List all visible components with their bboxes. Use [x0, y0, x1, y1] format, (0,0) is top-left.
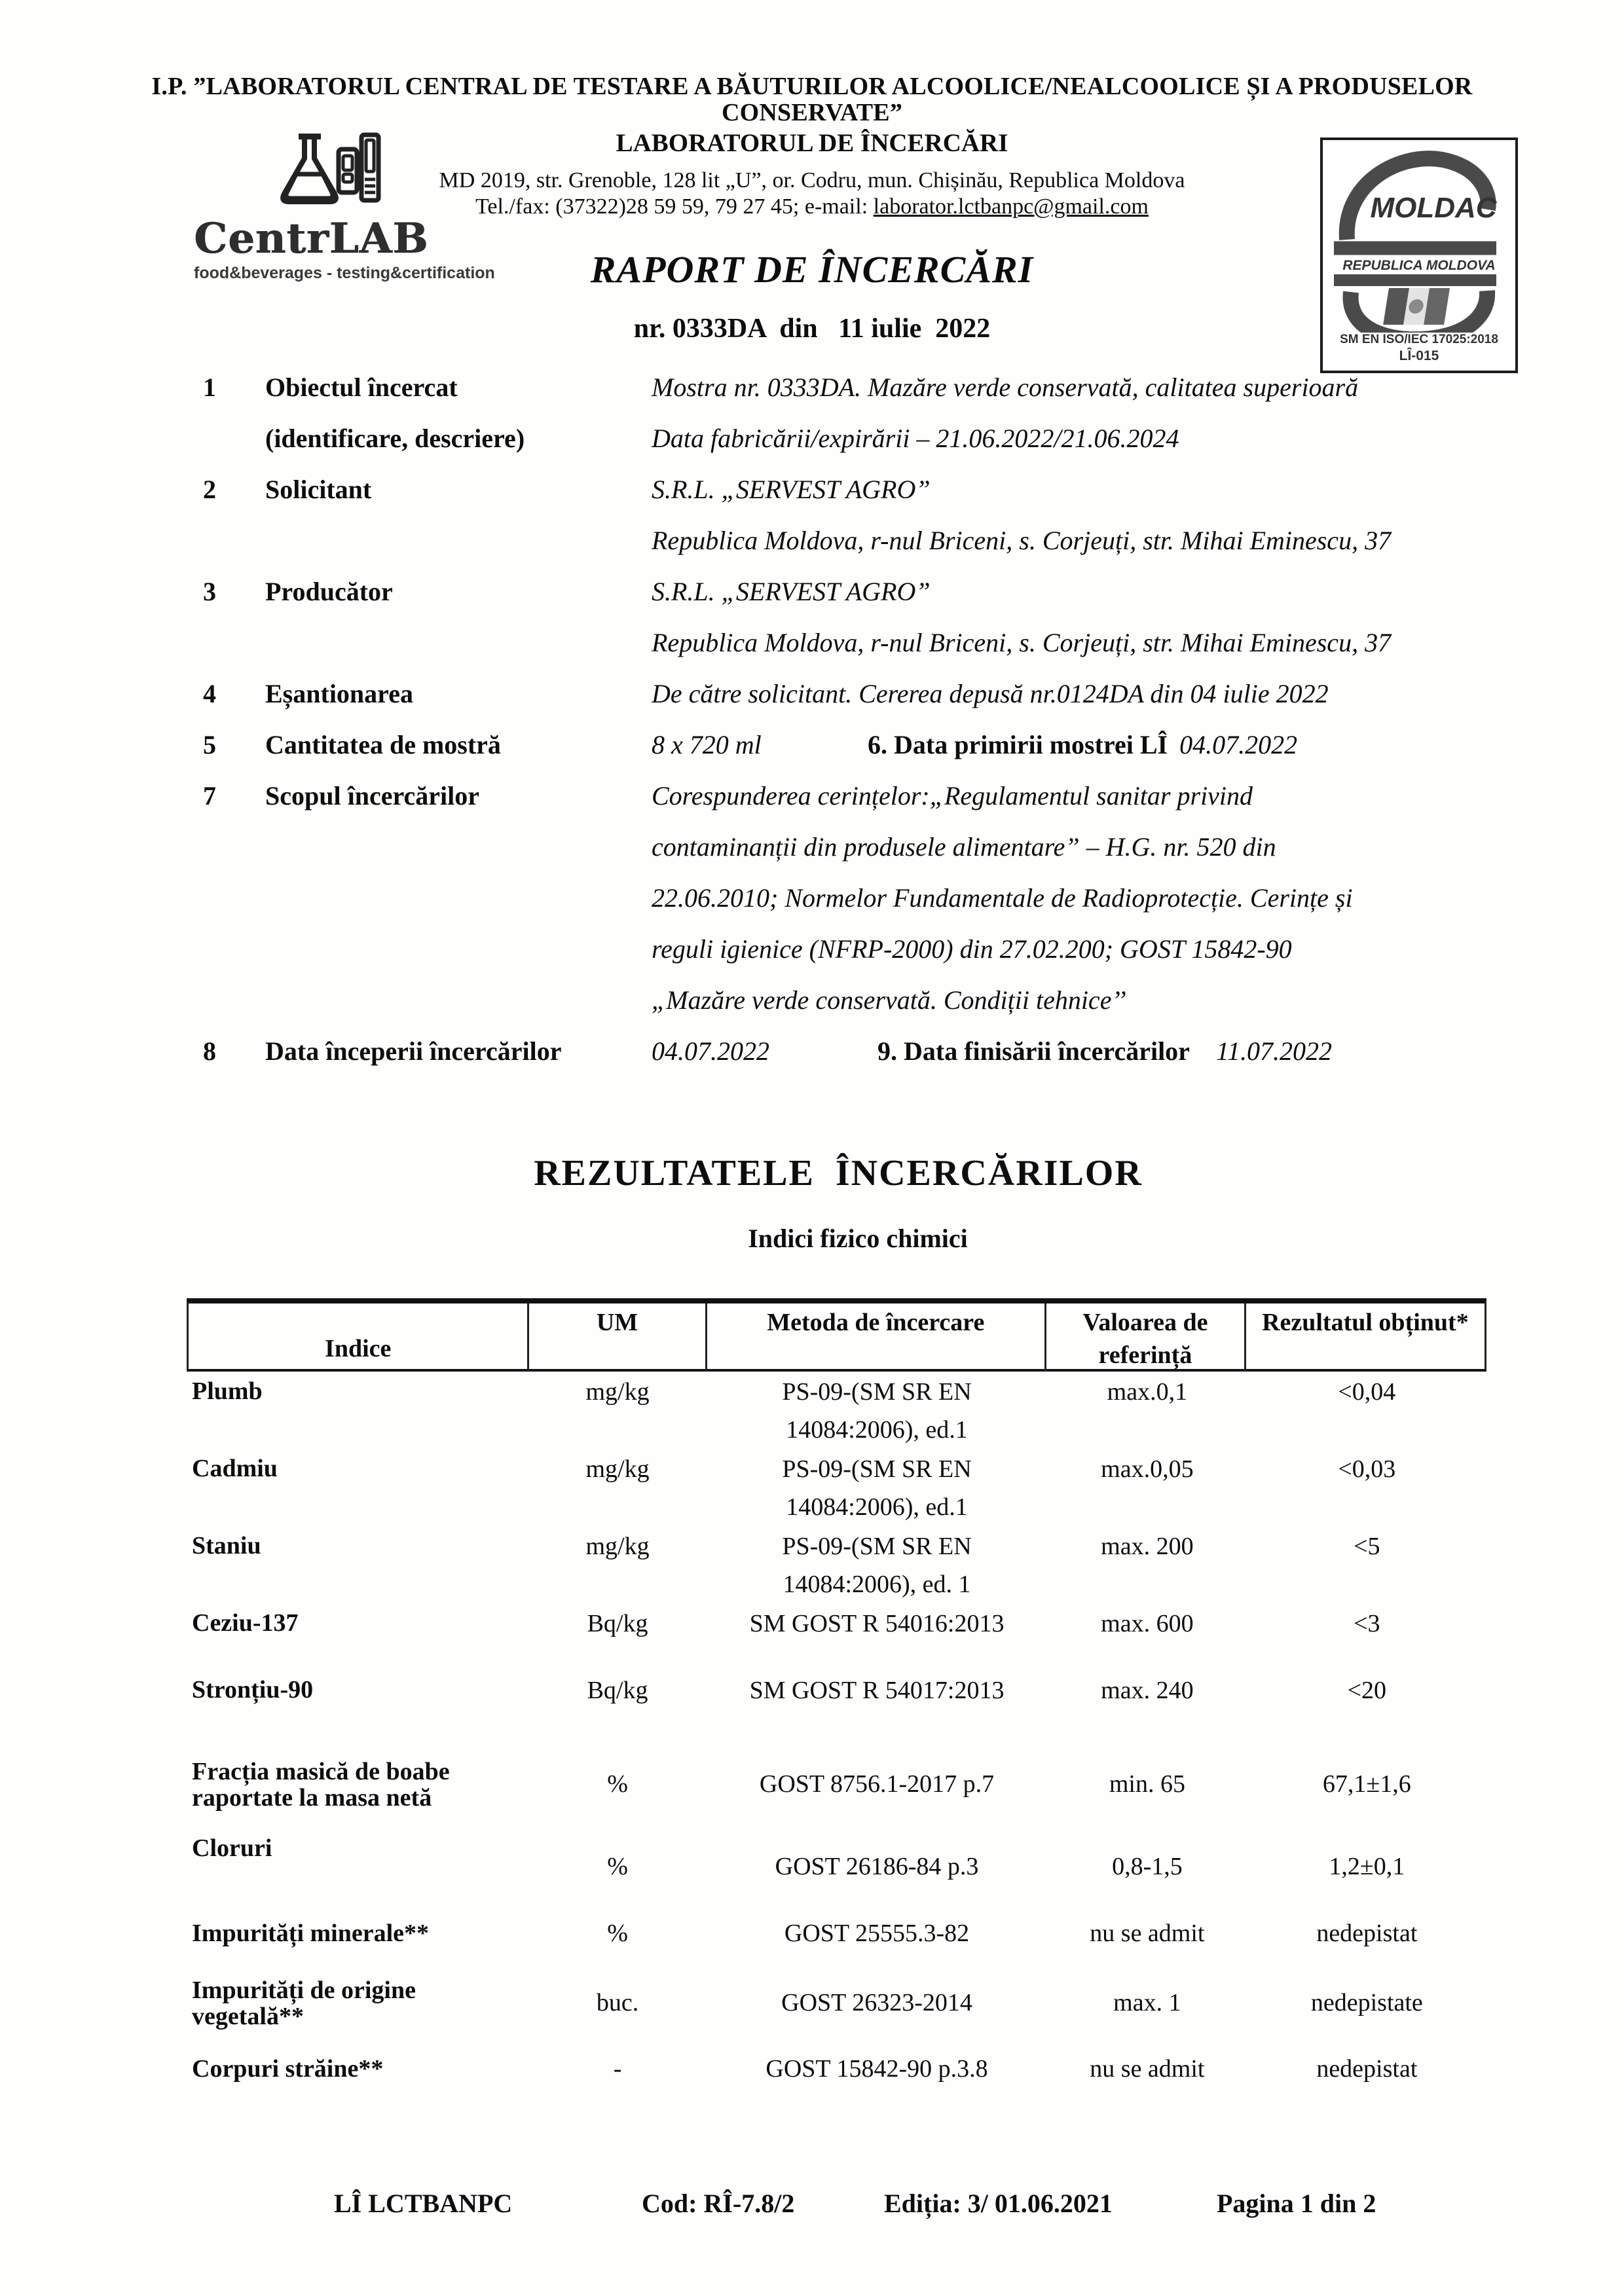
cell-indice: Plumb [192, 1377, 263, 1405]
cell-indice: Fracția masică de boabe raportate la masa netă [192, 1757, 450, 1812]
cell-rezultat: nedepistat [1316, 2055, 1418, 2083]
cell-rezultat: <0,03 [1338, 1455, 1396, 1483]
cell-rezultat: <3 [1354, 1610, 1380, 1637]
col-header-rezultat: Rezultatul obținut* [1262, 1309, 1469, 1336]
laboratory-name: LABORATORUL DE ÎNCERCĂRI [616, 129, 1008, 157]
address-line: MD 2019, str. Grenoble, 128 lit „U”, or. Codru, mun. Chișinău, Republica Moldova [439, 168, 1185, 192]
col-header-metoda: Metoda de încercare [707, 1303, 1046, 1372]
item-1-value: Mostra nr. 0333DA. Mazăre verde conservată, calitatea superioară [652, 373, 1359, 402]
footer-doc-id: LÎ LCTBANPC [334, 2189, 513, 2218]
item-number: 5 [203, 730, 216, 759]
item-4-row [203, 678, 1513, 729]
item-7-line2: contaminanții din produsele alimentare” – H.G. nr. 520 din [652, 832, 1276, 862]
cell-metoda: PS-09-(SM SR EN 14084:2006), ed.1 [782, 1378, 972, 1444]
report-number: nr. 0333DA din 11 iulie 2022 [633, 314, 991, 344]
item-number: 7 [203, 781, 216, 811]
table-row [187, 1603, 1486, 1670]
results-subtitle: Indici fizico chimici [748, 1224, 968, 1253]
item-1-label2: (identificare, descriere) [265, 424, 525, 453]
svg-text:REPUBLICA MOLDOVA: REPUBLICA MOLDOVA [1342, 258, 1496, 273]
lab-flask-icon [271, 131, 382, 215]
moldac-code: LÎ-015 [1399, 348, 1439, 363]
cell-rezultat: <0,04 [1338, 1378, 1396, 1406]
col-header-indice: Indice [189, 1303, 529, 1372]
results-table [187, 1298, 1486, 2097]
cell-referinta: max. 1 [1113, 1989, 1181, 2016]
item-5-6-row [203, 729, 1513, 780]
item-2-row [203, 474, 1513, 525]
cell-um: Bq/kg [587, 1610, 648, 1637]
moldac-standard: SM EN ISO/IEC 17025:2018 [1340, 333, 1498, 346]
item-1-value2: Data fabricării/expirării – 21.06.2022/21.06.2024 [652, 424, 1179, 453]
item-number: 1 [203, 373, 216, 402]
cell-metoda: GOST 15842-90 p.3.8 [766, 2055, 988, 2083]
item-2-value: S.R.L. „SERVEST AGRO” [652, 475, 931, 504]
item-4-label: Eșantionarea [265, 679, 413, 708]
cell-metoda: SM GOST R 54017:2013 [749, 1677, 1005, 1704]
footer-cod: Cod: RÎ-7.8/2 [642, 2189, 795, 2218]
cell-metoda: GOST 26186-84 p.3 [775, 1853, 979, 1880]
item-6-label: 6. Data primirii mostrei LÎ [868, 730, 1168, 759]
cell-referinta: min. 65 [1109, 1770, 1185, 1798]
logo-tagline: food&beverages - testing&certification [194, 264, 495, 282]
cell-rezultat: nedepistate [1310, 1989, 1423, 2016]
cell-um: mg/kg [585, 1533, 650, 1560]
item-1-label: Obiectul încercat [265, 373, 458, 402]
cell-metoda: PS-09-(SM SR EN 14084:2006), ed.1 [782, 1455, 972, 1521]
item-7-row [203, 780, 1513, 831]
item-5-value: 8 x 720 ml [652, 730, 762, 759]
table-row [187, 1372, 1486, 1449]
item-8-value: 04.07.2022 [652, 1036, 769, 1066]
table-row [187, 1732, 1486, 1834]
item-6-value: 04.07.2022 [1179, 730, 1298, 759]
cell-indice: Stronțiu-90 [192, 1676, 314, 1704]
col-header-valoarea: Valoarea de referință [1046, 1303, 1246, 1372]
item-7-label: Scopul încercărilor [265, 781, 479, 811]
cell-referinta: nu se admit [1090, 1920, 1205, 1947]
organisation-name [0, 73, 1624, 126]
cell-metoda: GOST 26323-2014 [781, 1989, 972, 2016]
cell-indice: Corpuri străine** [192, 2055, 384, 2083]
cell-metoda: SM GOST R 54016:2013 [749, 1610, 1005, 1637]
cell-indice: Staniu [192, 1532, 261, 1559]
col-header-um: UM [529, 1303, 707, 1372]
item-8-label: Data începerii încercărilor [265, 1036, 562, 1066]
cell-um: % [607, 1853, 628, 1880]
item-2-address: Republica Moldova, r-nul Briceni, s. Corjeuți, str. Mihai Eminescu, 37 [652, 526, 1392, 555]
cell-um: % [607, 1920, 628, 1947]
cell-um: - [613, 2055, 622, 2083]
cell-um: buc. [596, 1989, 639, 2016]
cell-indice: Cloruri [192, 1834, 272, 1862]
cell-referinta: max. 600 [1101, 1610, 1194, 1637]
organisation-name-line2: CONSERVATE” [721, 99, 903, 126]
footer-editia: Ediția: 3/ 01.06.2021 [884, 2189, 1113, 2218]
cell-um: mg/kg [585, 1455, 650, 1483]
item-5-label: Cantitatea de mostră [265, 730, 501, 759]
cell-referinta: max. 240 [1101, 1677, 1194, 1704]
item-number: 2 [203, 475, 216, 504]
cell-um: Bq/kg [587, 1677, 648, 1704]
cell-referinta: nu se admit [1090, 2055, 1205, 2083]
table-row [187, 1449, 1486, 1526]
cell-rezultat: 67,1±1,6 [1322, 1770, 1411, 1798]
item-2-label: Solicitant [265, 475, 372, 504]
table-row [187, 1904, 1486, 1966]
cell-indice: Cadmiu [192, 1455, 278, 1482]
cell-metoda: GOST 8756.1-2017 p.7 [759, 1770, 995, 1798]
cell-indice: Impurități minerale** [192, 1920, 430, 1947]
cell-referinta: 0,8-1,5 [1112, 1853, 1183, 1880]
email-link: laborator.lctbanpc@gmail.com [873, 194, 1149, 219]
cell-metoda: GOST 25555.3-82 [784, 1920, 970, 1947]
item-4-value: De către solicitant. Cererea depusă nr.0124DA din 04 iulie 2022 [652, 679, 1329, 708]
table-row [187, 1526, 1486, 1603]
cell-indice: Impurități de origine vegetală** [192, 1977, 416, 2030]
contact-prefix: Tel./fax: (37322)28 59 59, 79 27 45; e-mail: [475, 194, 874, 219]
table-row [187, 1966, 1486, 2038]
report-details-list [203, 372, 1513, 1087]
logo-name: CentrLAB [194, 214, 429, 263]
item-3-label: Producător [265, 577, 393, 606]
organisation-name-line1: I.P. ”LABORATORUL CENTRAL DE TESTARE A BĂUTURILOR ALCOOLICE/NEALCOOLICE ȘI A PRODUSELOR [151, 73, 1473, 100]
cell-referinta: max.0,1 [1107, 1378, 1188, 1406]
table-row [187, 1670, 1486, 1732]
item-number: 8 [203, 1036, 216, 1066]
table-row [187, 2038, 1486, 2097]
item-7-line5: „Mazăre verde conservată. Condiții tehnice’’ [652, 985, 1126, 1015]
item-7-line3: 22.06.2010; Normelor Fundamentale de Radioprotecție. Cerințe și [652, 883, 1353, 913]
cell-metoda: PS-09-(SM SR EN 14084:2006), ed. 1 [782, 1533, 972, 1598]
report-title: RAPORT DE ÎNCERCĂRI [590, 248, 1034, 291]
item-9-label: 9. Data finisării încercărilor [877, 1036, 1190, 1066]
results-title: REZULTATELE ÎNCERCĂRILOR [534, 1153, 1143, 1194]
cell-rezultat: <5 [1354, 1533, 1380, 1560]
item-number: 3 [203, 577, 216, 606]
table-header-row [187, 1298, 1486, 1372]
moldac-swoosh-icon [1323, 141, 1515, 333]
cell-um: % [607, 1770, 628, 1798]
item-3-value: S.R.L. „SERVEST AGRO” [652, 577, 931, 606]
item-7-line4: reguli igienice (NFRP-2000) din 27.02.200; GOST 15842-90 [652, 934, 1292, 964]
footer-pagina: Pagina 1 din 2 [1217, 2189, 1376, 2218]
table-row [187, 1834, 1486, 1904]
cell-rezultat: <20 [1347, 1677, 1387, 1704]
cell-indice: Ceziu-137 [192, 1609, 299, 1637]
cell-referinta: max.0,05 [1101, 1455, 1194, 1483]
item-8-9-row [203, 1036, 1513, 1087]
cell-um: mg/kg [585, 1378, 650, 1406]
item-number: 4 [203, 679, 216, 708]
cell-rezultat: 1,2±0,1 [1329, 1853, 1405, 1880]
cell-rezultat: nedepistat [1316, 1920, 1418, 1947]
cell-referinta: max. 200 [1101, 1533, 1194, 1560]
item-1-row2 [203, 423, 1513, 474]
item-3-address: Republica Moldova, r-nul Briceni, s. Corjeuți, str. Mihai Eminescu, 37 [652, 628, 1392, 657]
item-7-line1: Corespunderea cerințelor:„Regulamentul sanitar privind [652, 781, 1253, 811]
item-1-row [203, 372, 1513, 423]
svg-text:MOLDAC: MOLDAC [1370, 192, 1497, 224]
item-9-value: 11.07.2022 [1215, 1036, 1332, 1066]
item-3-row [203, 576, 1513, 627]
